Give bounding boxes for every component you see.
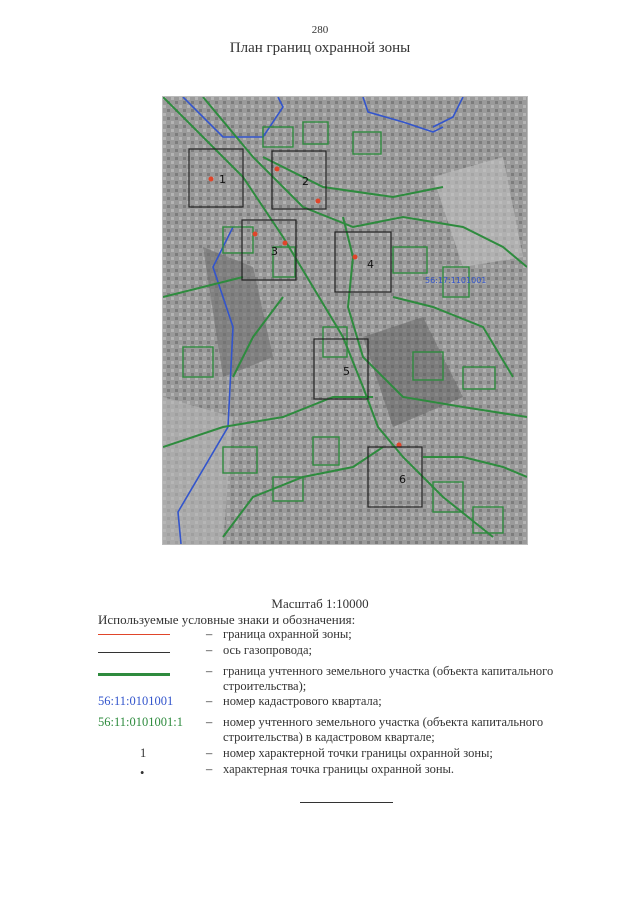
- legend-dash: –: [206, 715, 213, 729]
- legend-desc: граница учтенного земельного участка (объекта капитального строительства);: [223, 664, 554, 693]
- parcel-number-symbol: 56:11:0101001:1: [98, 715, 183, 729]
- legend-dash: –: [206, 694, 213, 708]
- legend-desc: номер кадастрового квартала;: [223, 694, 382, 708]
- legend-dash: –: [206, 762, 213, 776]
- point-dot-symbol: •: [140, 766, 145, 780]
- legend-dash: –: [206, 746, 213, 760]
- bottom-divider: [300, 802, 393, 803]
- legend-desc: граница охранной зоны;: [223, 627, 352, 641]
- zone-border-line-sample: [98, 634, 170, 635]
- legend-dash: –: [206, 627, 213, 641]
- legend-desc: ось газопровода;: [223, 643, 313, 657]
- legend-desc: номер характерной точки границы охранной зоны;: [223, 746, 493, 760]
- zone-label-2: 2: [302, 175, 309, 188]
- page-number: 280: [311, 24, 329, 36]
- protection-zone-map: [162, 96, 528, 545]
- zone-label-3: 3: [271, 245, 278, 258]
- zone-label-5: 5: [343, 365, 350, 378]
- parcel-border-line-sample: [98, 673, 170, 676]
- legend-desc: характерная точка границы охранной зоны.: [223, 762, 455, 776]
- cadastral-quarter-symbol: 56:11:0101001: [98, 694, 174, 708]
- zone-label-4: 4: [367, 258, 374, 271]
- legend-desc: номер учтенного земельного участка (объекта капитального строительства) в кадастровом квартале;: [223, 715, 544, 744]
- page-title: План границ охранной зоны: [229, 40, 411, 56]
- map-scale: Масштаб 1:10000: [271, 596, 369, 611]
- gas-pipeline-line-sample: [98, 652, 170, 653]
- cadastral-quarter-label: 56:17:1101001: [425, 276, 487, 285]
- legend-dash: –: [206, 664, 213, 678]
- point-number-symbol: 1: [140, 746, 147, 760]
- legend-heading: Используемые условные знаки и обозначения:: [98, 612, 356, 627]
- legend-dash: –: [206, 643, 213, 657]
- zone-label-1: 1: [219, 173, 226, 186]
- zone-label-6: 6: [399, 473, 406, 486]
